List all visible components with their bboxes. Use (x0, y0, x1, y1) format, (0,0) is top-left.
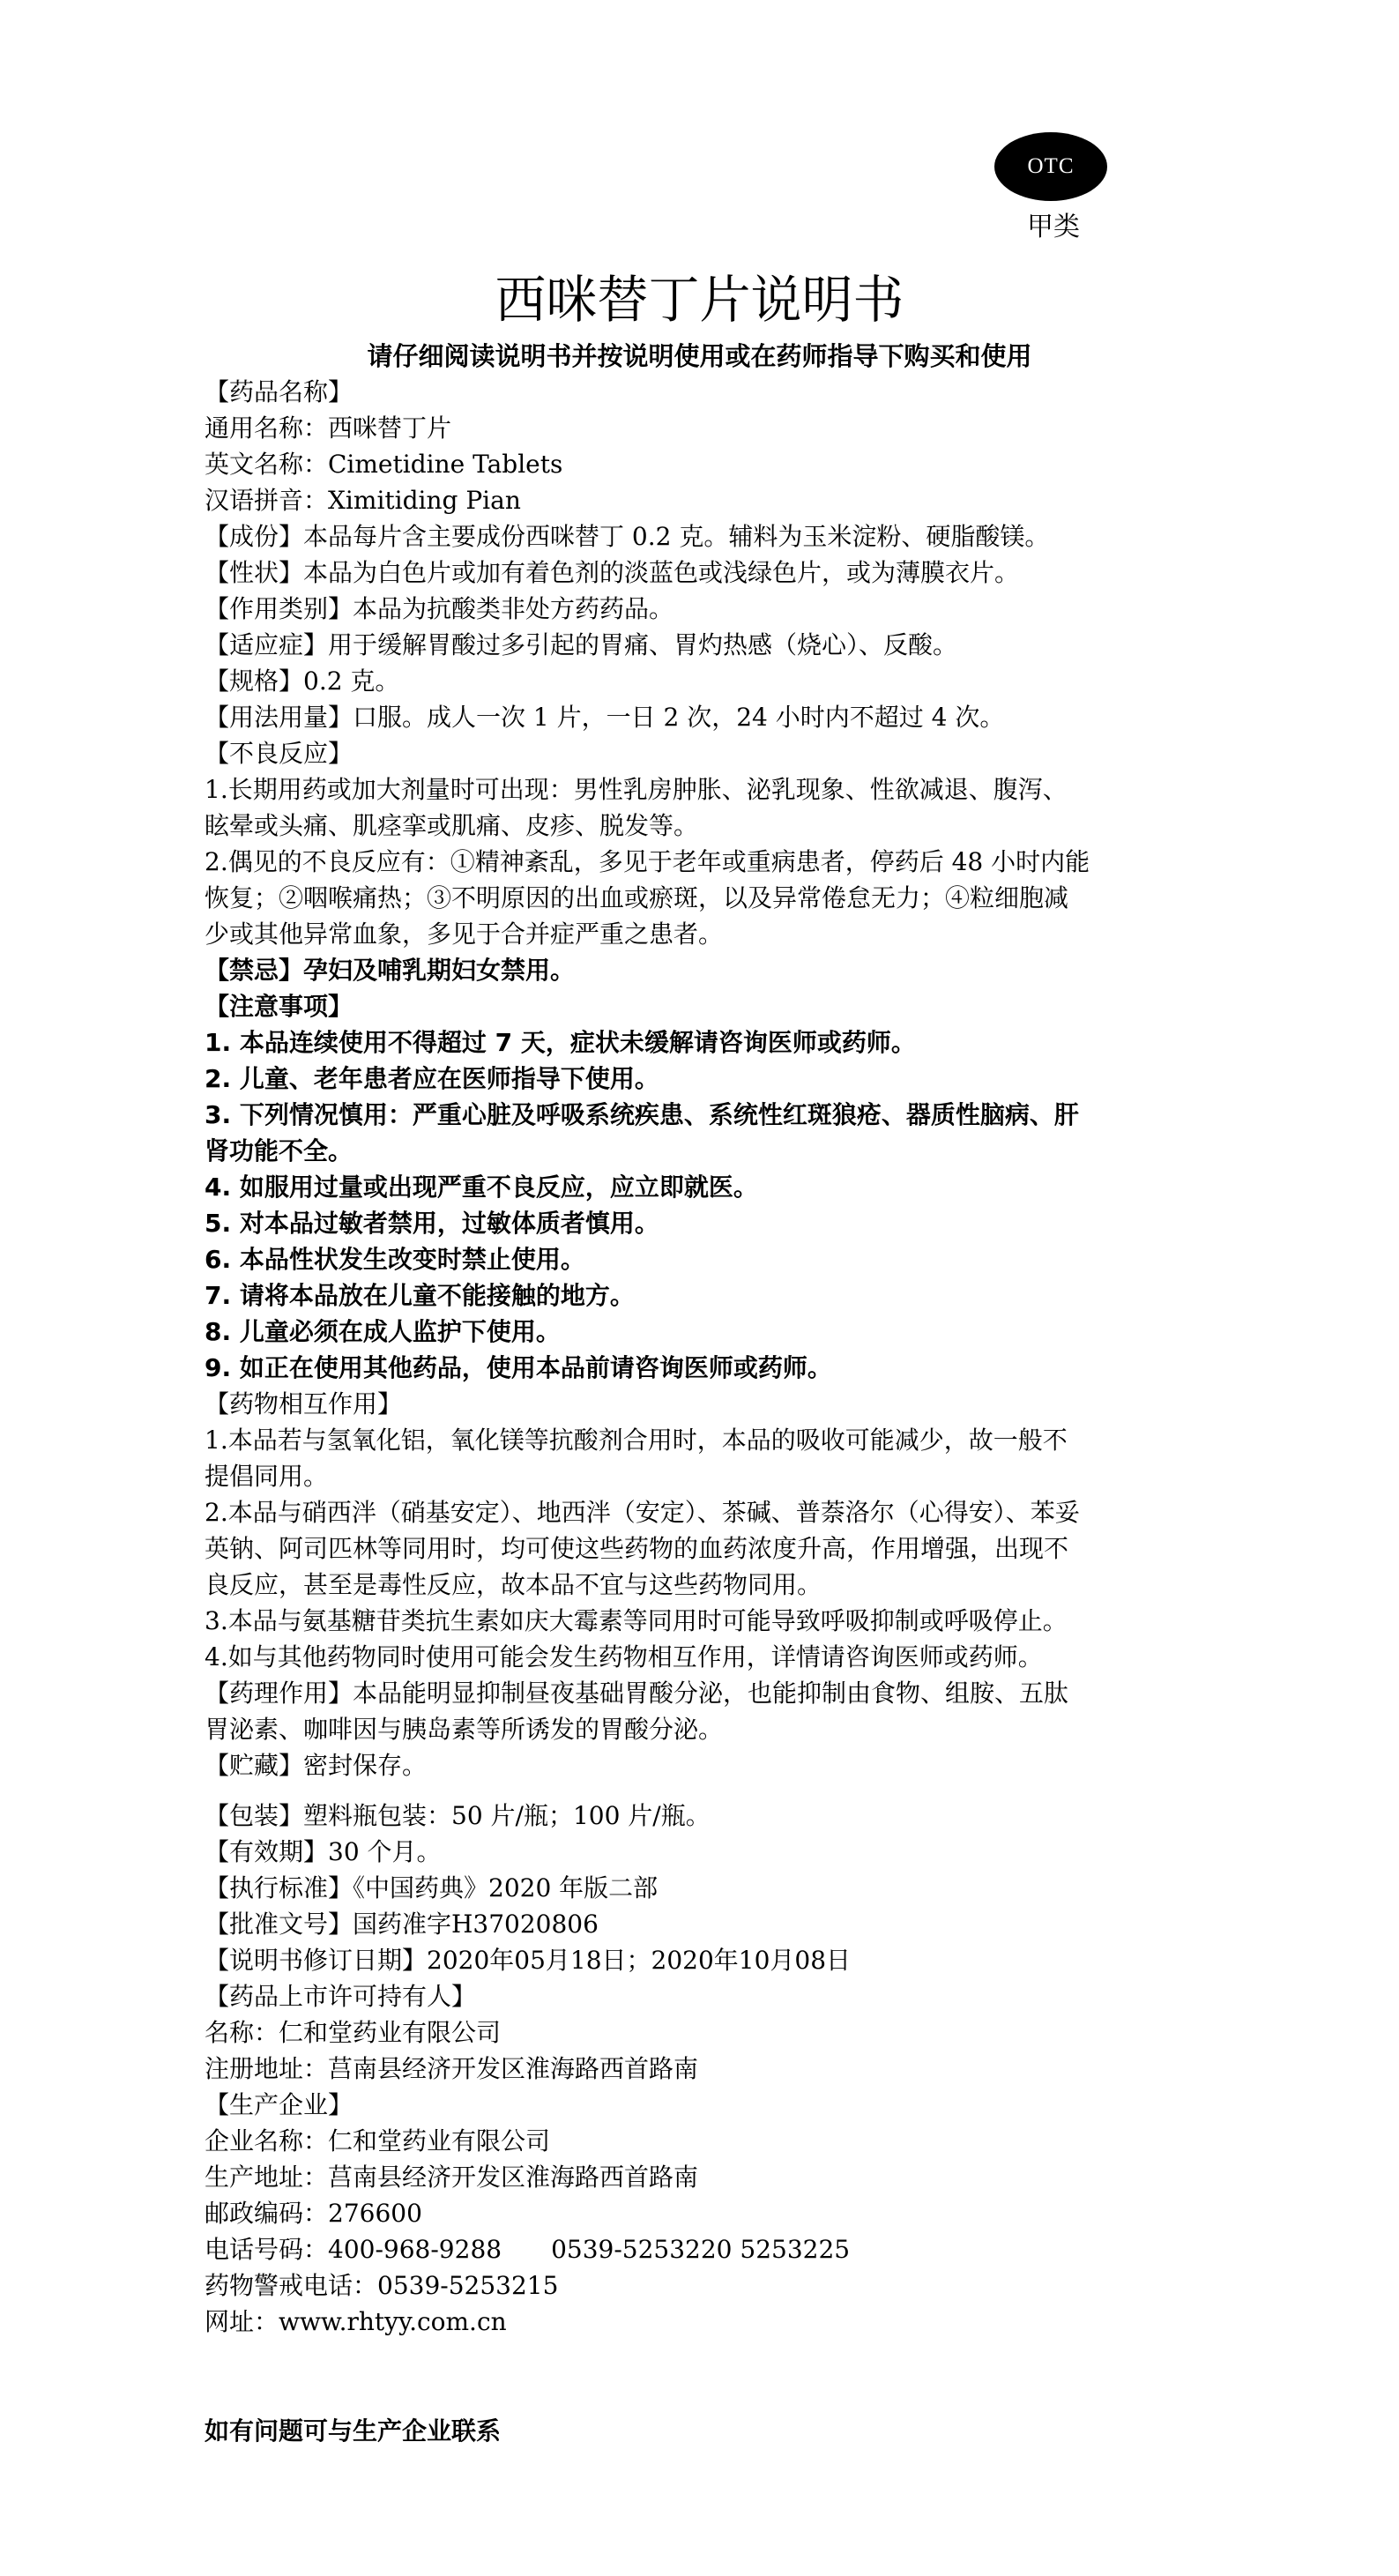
precaution-line: 肾功能不全。 (205, 1136, 353, 1165)
interaction-line: 1.本品若与氢氧化铝，氧化镁等抗酸剂合用时，本品的吸收可能减少，故一般不 (205, 1426, 1068, 1455)
interaction-line: 提倡同用。 (205, 1462, 329, 1491)
postal-code-line: 邮政编码：276600 (205, 2199, 422, 2228)
pharmacovigilance-phone-line: 药物警戒电话：0539-5253215 (205, 2271, 559, 2300)
interaction-line: 英钠、阿司匹林等同用时，均可使这些药物的血药浓度升高，作用增强，出现不 (205, 1534, 1069, 1563)
precaution-line: 1. 本品连续使用不得超过 7 天，症状未缓解请咨询医师或药师。 (205, 1028, 916, 1057)
holder-address-line: 注册地址：莒南县经济开发区淮海路西首路南 (205, 2054, 699, 2083)
specification-line: 【规格】0.2 克。 (205, 666, 400, 696)
manufacturer-address-line: 生产地址：莒南县经济开发区淮海路西首路南 (205, 2163, 699, 2192)
document-title: 西咪替丁片说明书 (495, 270, 904, 330)
precaution-line: 7. 请将本品放在儿童不能接触的地方。 (205, 1281, 635, 1310)
adverse-line: 眩晕或头痛、肌痉挛或肌痛、皮疹、脱发等。 (205, 811, 699, 840)
holder-name-line: 名称：仁和堂药业有限公司 (205, 2018, 502, 2047)
otc-label: OTC (1027, 154, 1075, 178)
precaution-line: 2. 儿童、老年患者应在医师指导下使用。 (205, 1064, 659, 1093)
package-line: 【包装】塑料瓶包装：50 片/瓶；100 片/瓶。 (205, 1801, 711, 1830)
precaution-line: 6. 本品性状发生改变时禁止使用。 (205, 1245, 585, 1274)
precaution-line: 3. 下列情况慎用：严重心脏及呼吸系统疾患、系统性红斑狼疮、器质性脑病、肝 (205, 1100, 1079, 1129)
precaution-line: 9. 如正在使用其他药品，使用本品前请咨询医师或药师。 (205, 1353, 832, 1382)
phone-line: 电话号码：400-968-9288 0539-5253220 5253225 (205, 2235, 851, 2264)
section-precautions: 【注意事项】 (205, 992, 353, 1021)
precaution-line: 8. 儿童必须在成人监护下使用。 (205, 1317, 561, 1346)
contraindications-line: 【禁忌】孕妇及哺乳期妇女禁用。 (205, 956, 576, 985)
interaction-line: 3.本品与氨基糖苷类抗生素如庆大霉素等同用时可能导致呼吸抑制或呼吸停止。 (205, 1606, 1068, 1635)
otc-class-label: 甲类 (1027, 212, 1080, 242)
adverse-line: 2.偶见的不良反应有：①精神紊乱，多见于老年或重病患者，停药后 48 小时内能 (205, 847, 1090, 876)
ingredients-line: 【成份】本品每片含主要成份西咪替丁 0.2 克。辅料为玉米淀粉、硬脂酸镁。 (205, 522, 1050, 551)
manufacturer-name-line: 企业名称：仁和堂药业有限公司 (205, 2126, 551, 2155)
generic-name-line: 通用名称：西咪替丁片 (205, 413, 452, 443)
storage-line: 【贮藏】密封保存。 (205, 1751, 428, 1780)
pharmacology-line: 胃泌素、咖啡因与胰岛素等所诱发的胃酸分泌。 (205, 1715, 724, 1744)
revision-date-line: 【说明书修订日期】2020年05月18日；2020年10月08日 (205, 1946, 852, 1975)
pinyin-name-line: 汉语拼音：Ximitiding Pian (205, 486, 521, 515)
indications-line: 【适应症】用于缓解胃酸过多引起的胃痛、胃灼热感（烧心）、反酸。 (205, 630, 958, 659)
english-name-line: 英文名称：Cimetidine Tablets (205, 450, 563, 479)
standard-line: 【执行标准】《中国药典》2020 年版二部 (205, 1873, 659, 1902)
section-license-holder: 【药品上市许可持有人】 (205, 1982, 477, 2011)
appearance-line: 【性状】本品为白色片或加有着色剂的淡蓝色或浅绿色片，或为薄膜衣片。 (205, 558, 1020, 587)
approval-number-line: 【批准文号】国药准字H37020806 (205, 1910, 599, 1939)
website-line: 网址：www.rhtyy.com.cn (205, 2307, 507, 2336)
validity-line: 【有效期】30 个月。 (205, 1837, 442, 1866)
leaflet-body (205, 374, 1199, 2340)
interaction-line: 2.本品与硝西泮（硝基安定）、地西泮（安定）、茶碱、普萘洛尔（心得安）、苯妥 (205, 1498, 1080, 1527)
interaction-line: 4.如与其他药物同时使用可能会发生药物相互作用，详情请咨询医师或药师。 (205, 1642, 1043, 1671)
spacer (205, 1783, 1199, 1798)
category-line: 【作用类别】本品为抗酸类非处方药药品。 (205, 594, 674, 623)
dosage-line: 【用法用量】口服。成人一次 1 片，一日 2 次，24 小时内不超过 4 次。 (205, 703, 1005, 732)
precaution-line: 4. 如服用过量或出现严重不良反应，应立即就医。 (205, 1173, 758, 1202)
contact-note: 如有问题可与生产企业联系 (205, 2416, 502, 2446)
interaction-line: 良反应，甚至是毒性反应，故本品不宜与这些药物同用。 (205, 1570, 822, 1599)
section-manufacturer: 【生产企业】 (205, 2090, 353, 2119)
pharmacology-line: 【药理作用】本品能明显抑制昼夜基础胃酸分泌，也能抑制由食物、组胺、五肽 (205, 1679, 1069, 1708)
section-drug-name: 【药品名称】 (205, 377, 353, 406)
adverse-line: 恢复；②咽喉痛热；③不明原因的出血或瘀斑，以及异常倦怠无力；④粒细胞减 (205, 883, 1069, 912)
precaution-line: 5. 对本品过敏者禁用，过敏体质者慎用。 (205, 1209, 659, 1238)
adverse-line: 1.长期用药或加大剂量时可出现：男性乳房肿胀、泌乳现象、性欲减退、腹泻、 (205, 775, 1068, 804)
section-interactions: 【药物相互作用】 (205, 1389, 403, 1418)
section-adverse-reactions: 【不良反应】 (205, 739, 353, 768)
document-subtitle: 请仔细阅读说明书并按说明使用或在药师指导下购买和使用 (367, 341, 1032, 371)
otc-badge (994, 132, 1107, 201)
adverse-line: 少或其他异常血象，多见于合并症严重之患者。 (205, 919, 724, 949)
